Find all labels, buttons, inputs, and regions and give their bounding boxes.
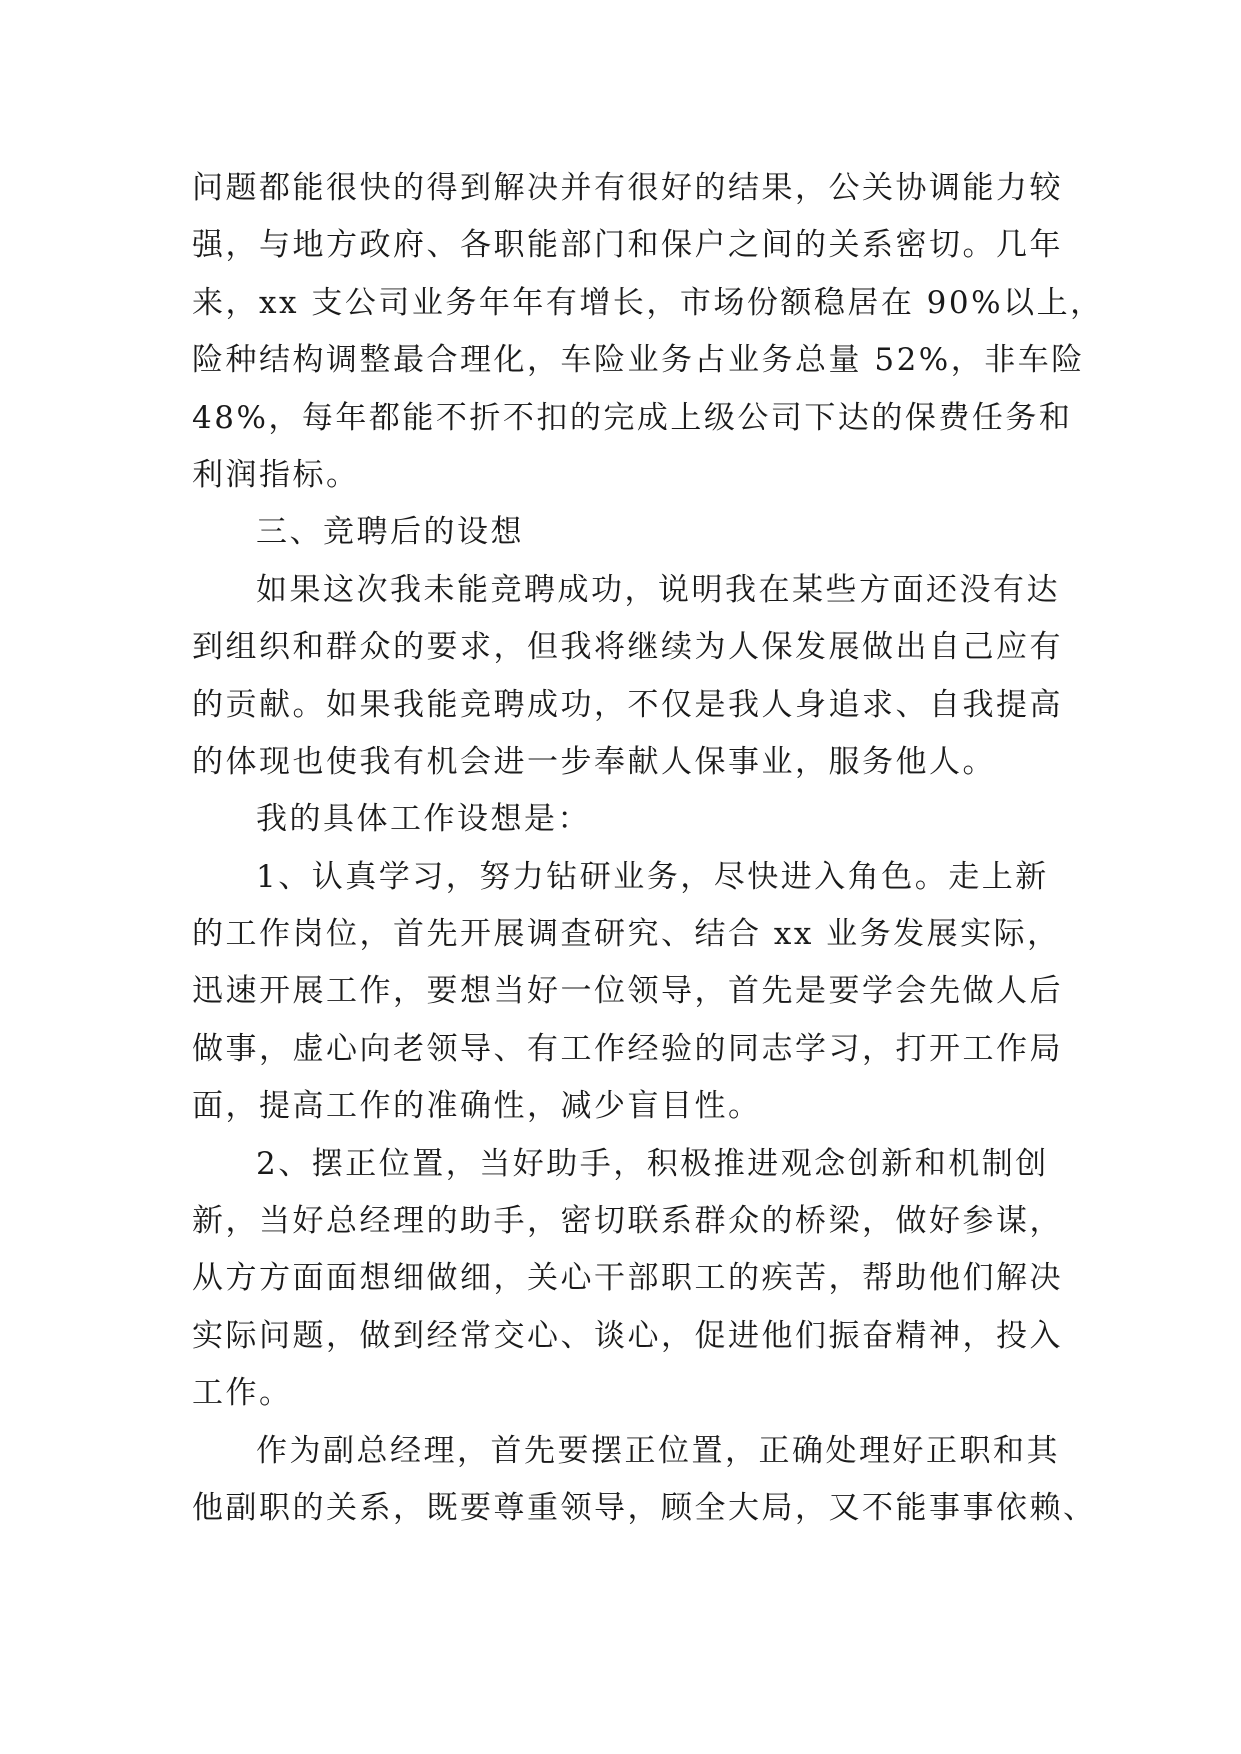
text-line: 1、认真学习，努力钻研业务，尽快进入角色。走上新 — [256, 858, 1049, 895]
text-line: 如果这次我未能竞聘成功，说明我在某些方面还没有达 — [256, 571, 1060, 608]
text-line: 作为副总经理，首先要摆正位置，正确处理好正职和其 — [256, 1432, 1060, 1469]
text-line: 险种结构调整最合理化，车险业务占业务总量 52%，非车险 — [192, 342, 1085, 379]
document-body — [192, 160, 1104, 1537]
text-line: 的工作岗位，首先开展调查研究、结合 xx 业务发展实际， — [192, 916, 1061, 953]
text-line: 来，xx 支公司业务年年有增长，市场份额稳居在 90%以上， — [192, 284, 1104, 321]
text-line: 强，与地方政府、各职能部门和保户之间的关系密切。几年 — [192, 227, 1063, 264]
text-line: 迅速开展工作，要想当好一位领导，首先是要学会先做人后 — [192, 973, 1063, 1010]
text-line: 到组织和群众的要求，但我将继续为人保发展做出自己应有 — [192, 629, 1063, 666]
text-line: 工作。 — [192, 1375, 293, 1412]
text-line: 面，提高工作的准确性，减少盲目性。 — [192, 1088, 762, 1125]
text-line: 做事，虚心向老领导、有工作经验的同志学习，打开工作局 — [192, 1030, 1063, 1067]
text-line: 实际问题，做到经常交心、谈心，促进他们振奋精神，投入 — [192, 1317, 1063, 1354]
text-line: 他副职的关系，既要尊重领导，顾全大局，又不能事事依赖、 — [192, 1489, 1097, 1526]
text-line: 三、竞聘后的设想 — [256, 514, 524, 551]
text-line: 新，当好总经理的助手，密切联系群众的桥梁，做好参谋， — [192, 1203, 1063, 1240]
text-line: 的贡献。如果我能竞聘成功，不仅是我人身追求、自我提高 — [192, 686, 1063, 723]
text-line: 2、摆正位置，当好助手，积极推进观念创新和机制创 — [256, 1145, 1049, 1182]
text-line: 的体现也使我有机会进一步奉献人保事业，服务他人。 — [192, 743, 996, 780]
text-line: 问题都能很快的得到解决并有很好的结果，公关协调能力较 — [192, 170, 1063, 206]
text-line: 48%，每年都能不折不扣的完成上级公司下达的保费任务和 — [192, 399, 1073, 436]
text-line: 利润指标。 — [192, 456, 360, 493]
text-line: 从方方面面想细做细，关心干部职工的疾苦，帮助他们解决 — [192, 1260, 1063, 1297]
text-line: 我的具体工作设想是： — [256, 801, 591, 838]
